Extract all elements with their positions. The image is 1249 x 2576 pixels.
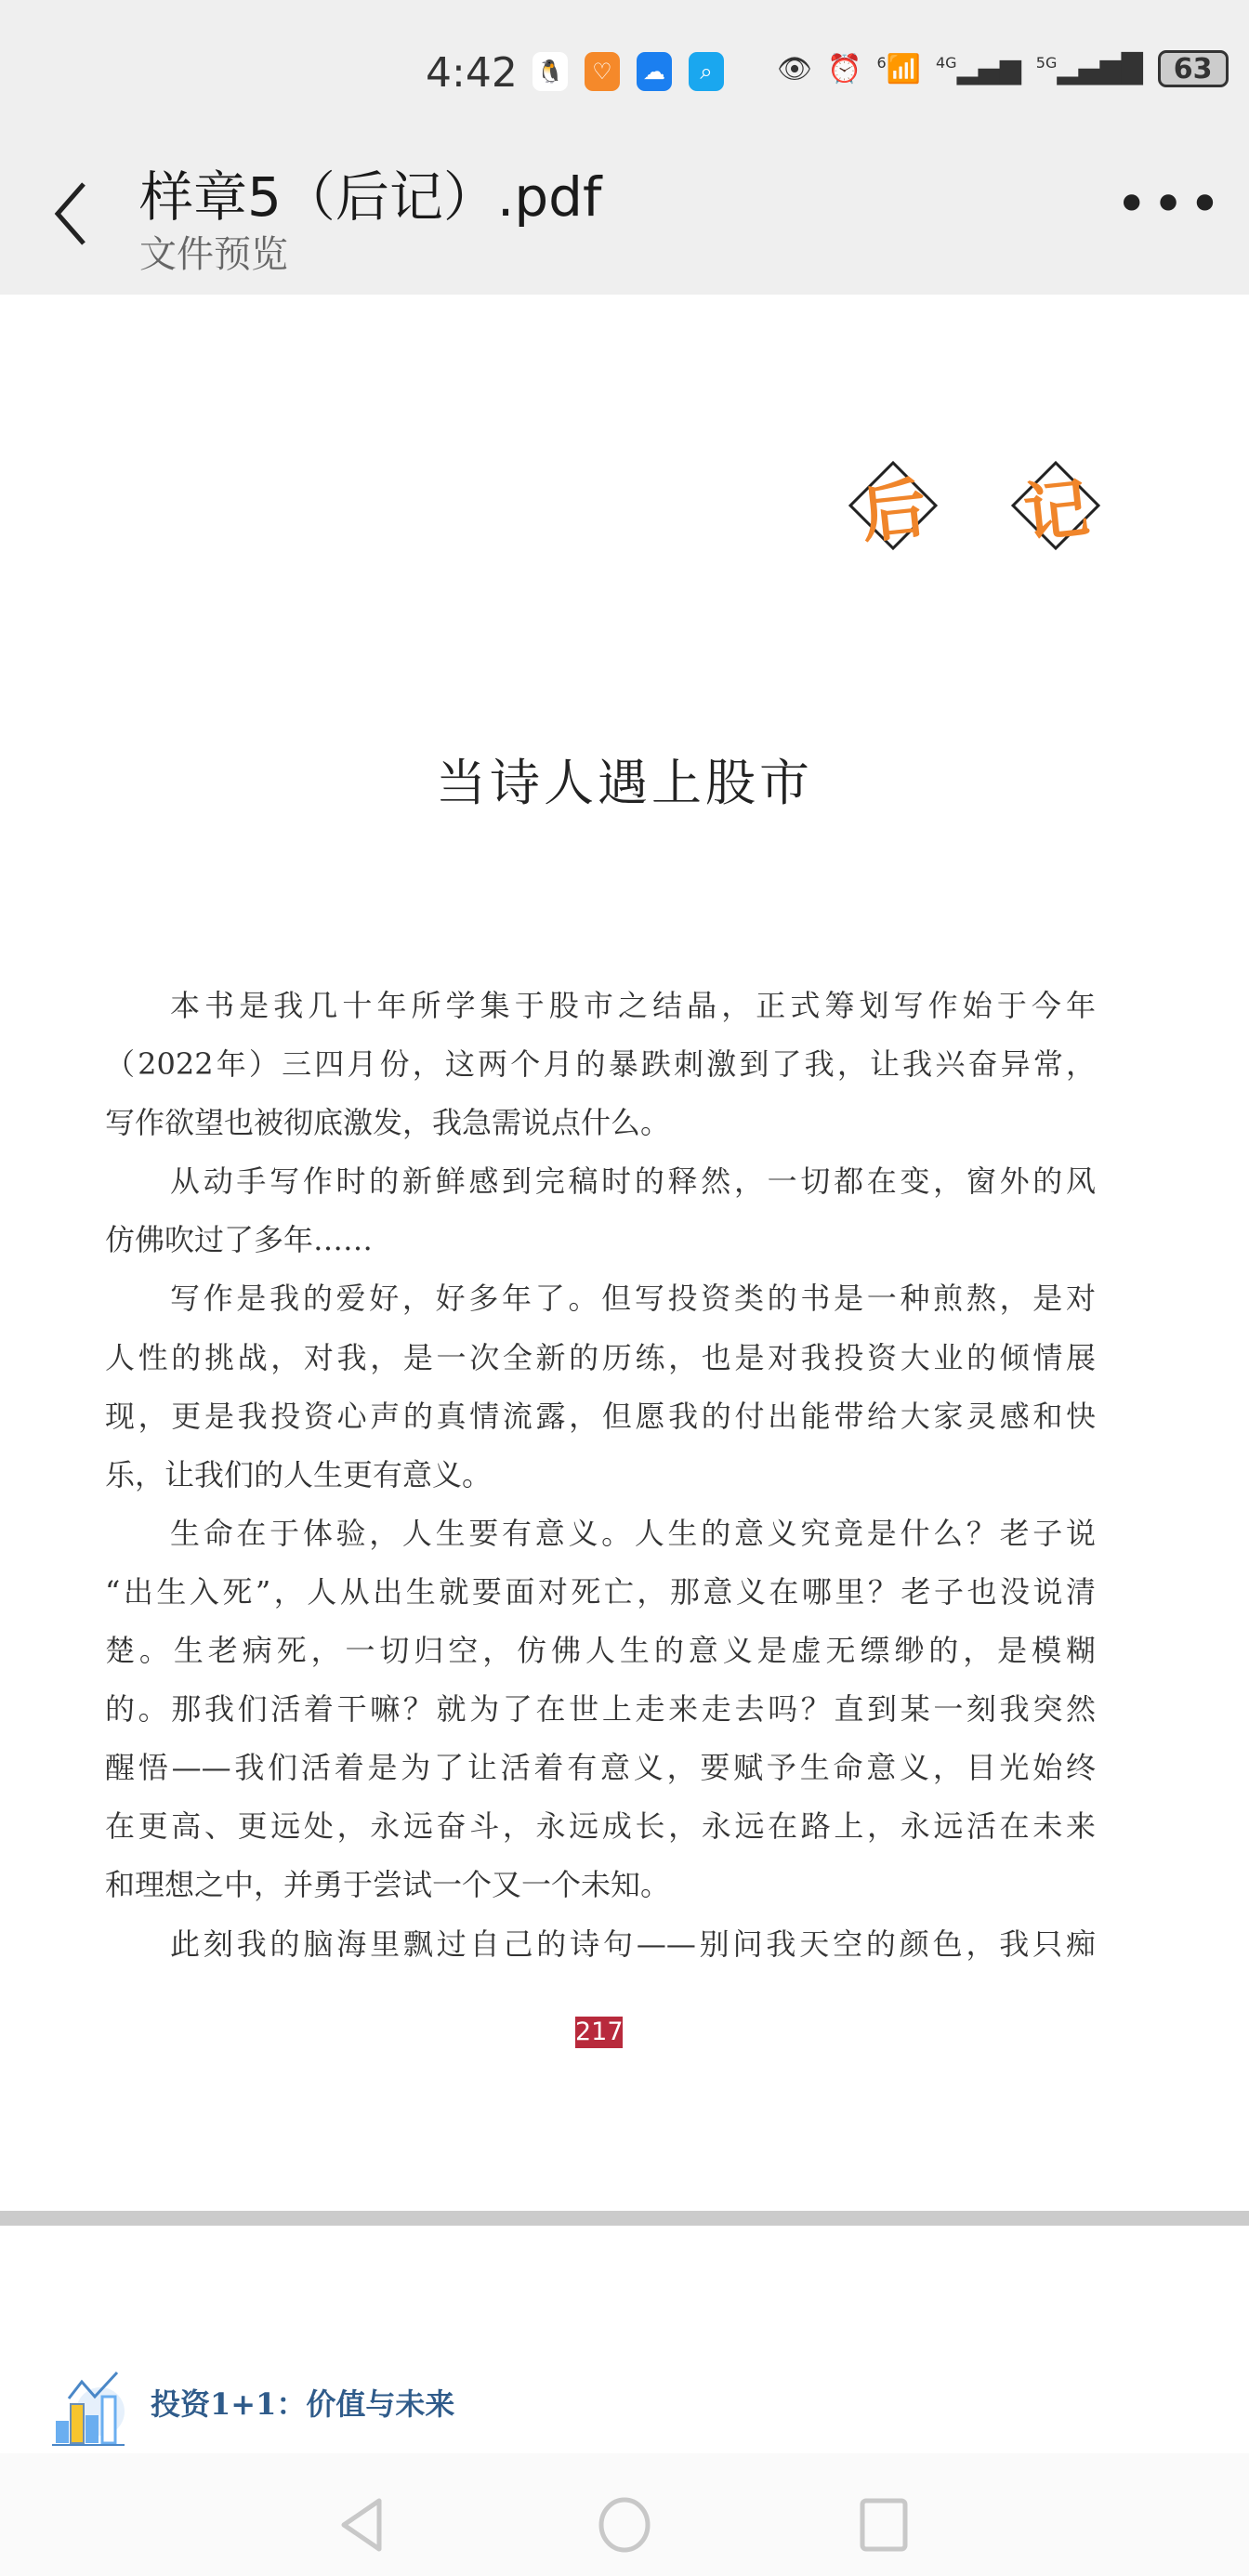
body-text-line: 仿佛吹过了多年…… (105, 1222, 374, 1258)
body-text-line: 此刻我的脑海里飘过自己的诗句——别问我天空的颜色，我只痴 (170, 1925, 1096, 1962)
nav-home-icon[interactable] (595, 2495, 654, 2555)
qq-icon: 🐧 (532, 52, 568, 91)
document-heading: 当诗人遇上股市 (436, 754, 813, 812)
page-divider (0, 2211, 1249, 2226)
book-chart-logo-icon (46, 2365, 130, 2449)
body-text-line: 和理想之中，并勇于尝试一个又一个未知。 (105, 1867, 671, 1903)
eye-icon: 👁 (777, 52, 813, 85)
system-icons (777, 50, 1229, 87)
document-body (105, 977, 1096, 1974)
body-text-line: 写作是我的爱好，好多年了。但写投资类的书是一种煎熬，是对 (170, 1281, 1096, 1317)
body-text-line: “出生入死”，人从出生就要面对死亡，那意义在哪里？老子也没说清 (105, 1573, 1096, 1610)
health-icon: ♡ (585, 52, 620, 91)
body-text-line: 乐，让我们的人生更有意义。 (105, 1456, 493, 1492)
signal-4g-icon: $^{4G}$▂▄▆ (936, 52, 1021, 85)
notification-icons (532, 52, 724, 91)
body-text-line: （2022年）三四月份，这两个月的暴跌刺激到了我，让我兴奋异常， (105, 1046, 1096, 1083)
afterword-badge-1: 后 (841, 453, 934, 546)
weather-icon: ☁ (637, 52, 672, 91)
book-title: 投资1+1：价值与未来 (151, 2386, 455, 2422)
back-arrow-icon[interactable] (46, 177, 93, 251)
alarm-icon: ⏰ (827, 52, 862, 85)
wifi-icon: $^6$📶 (876, 52, 921, 85)
body-text-line: 写作欲望也被彻底激发，我急需说点什么。 (105, 1105, 671, 1141)
body-text-line: 从动手写作时的新鲜感到完稿时的释然，一切都在变，窗外的风 (170, 1163, 1096, 1200)
body-text-line: 人性的挑战，对我，是一次全新的历练，也是对我投资大业的倾情展 (105, 1339, 1096, 1375)
afterword-badge-2: 记 (1004, 453, 1097, 546)
battery-indicator: 63 (1158, 50, 1229, 87)
signal-5g-icon: $^{5G}$▂▄▆█ (1035, 52, 1143, 85)
search-app-icon: ⌕ (689, 52, 724, 91)
body-text-line: 本书是我几十年所学集于股市之结晶，正式筹划写作始于今年 (170, 988, 1096, 1023)
body-text-line: 现，更是我投资心声的真情流露，但愿我的付出能带给大家灵感和快 (105, 1398, 1096, 1434)
page-number: 217 (575, 2017, 624, 2046)
body-text-line: 醒悟——我们活着是为了让活着有意义，要赋予生命意义，目光始终 (105, 1750, 1096, 1786)
navigation-bar (0, 2453, 1249, 2576)
more-options-icon[interactable]: ••• (1115, 172, 1226, 237)
file-subtitle: 文件预览 (139, 233, 288, 276)
body-text-line: 的。那我们活着干嘛？就为了在世上走来走去吗？直到某一刻我突然 (105, 1691, 1096, 1728)
nav-back-icon[interactable] (333, 2495, 392, 2555)
file-title: 样章5（后记）.pdf (139, 165, 602, 229)
body-text-line: 楚。生老病死，一切归空，仿佛人生的意义是虚无缥缈的，是模糊 (105, 1633, 1096, 1669)
nav-recents-icon[interactable] (855, 2495, 914, 2555)
body-text-line: 在更高、更远处，永远奋斗，永远成长，永远在路上，永远活在未来 (105, 1808, 1096, 1845)
body-text-line: 生命在于体验，人生要有意义。人生的意义究竟是什么？老子说 (170, 1515, 1096, 1551)
top-bar (0, 0, 1249, 295)
status-time: 4:42 (426, 48, 518, 97)
